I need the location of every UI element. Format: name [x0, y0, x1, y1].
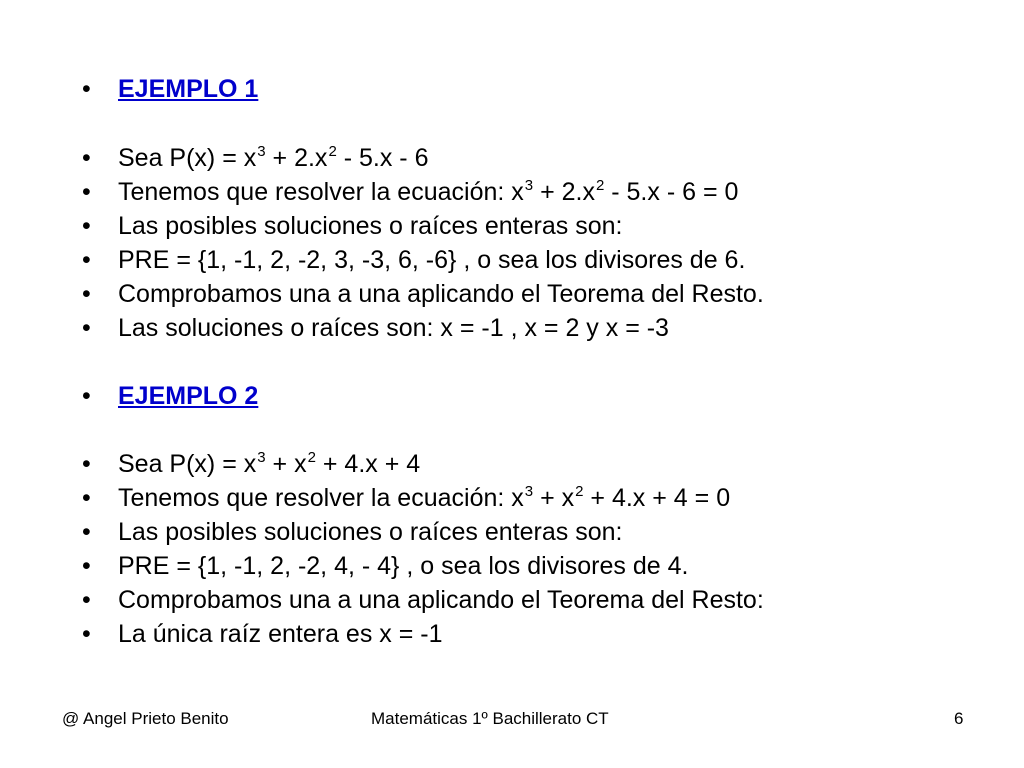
example1-equation-item: [82, 175, 738, 209]
example2-poly-mid: + x: [265, 450, 307, 478]
example1-heading-item: [82, 72, 258, 106]
bullet-icon: •: [82, 450, 91, 478]
example2-solution-text: La única raíz entera es x = -1: [118, 620, 443, 648]
bullet-icon: •: [82, 212, 91, 240]
example1-pre-text: PRE = {1, -1, 2, -2, 3, -3, 6, -6} , o sea los divisores de 6.: [118, 246, 746, 274]
example2-pre-text: PRE = {1, -1, 2, -2, 4, - 4} , o sea los divisores de 4.: [118, 552, 689, 580]
example2-polynomial-item: [82, 447, 420, 481]
bullet-icon: •: [82, 75, 91, 103]
example1-solutions-text: Las soluciones o raíces son: x = -1 , x = 2 y x = -3: [118, 314, 669, 342]
example2-poly-prefix: Sea P(x) = x: [118, 450, 257, 478]
example1-eq-suffix: - 5.x - 6 = 0: [604, 178, 739, 206]
example1-pre-item: [82, 243, 745, 277]
example1-heading: EJEMPLO 1: [118, 75, 259, 103]
example1-eq-prefix: Tenemos que resolver la ecuación: x: [118, 178, 524, 206]
example1-polynomial-item: [82, 141, 428, 175]
bullet-icon: •: [82, 178, 91, 206]
example2-equation-item: [82, 481, 730, 515]
bullet-icon: •: [82, 382, 91, 410]
example2-eq-exponent-2: 2: [575, 483, 584, 500]
bullet-icon: •: [82, 620, 91, 648]
footer-author: @ Angel Prieto Benito: [62, 709, 229, 728]
example1-poly-suffix: - 5.x - 6: [336, 144, 429, 172]
example1-eq-exponent-2: 2: [595, 177, 605, 194]
example1-possible-text: Las posibles soluciones o raíces enteras son:: [118, 212, 623, 240]
example1-poly-prefix: Sea P(x) = x: [118, 144, 257, 172]
example2-heading-item: [82, 379, 258, 413]
example2-check-text: Comprobamos una a una aplicando el Teorema del Resto:: [118, 586, 764, 614]
example1-poly-exponent-2: 2: [328, 143, 337, 160]
example1-check-text: Comprobamos una a una aplicando el Teorema del Resto.: [118, 280, 764, 308]
example2-check-item: [82, 583, 764, 617]
example2-solution-item: [82, 617, 443, 651]
example2-pre-item: [82, 549, 688, 583]
example1-possible-item: [82, 209, 622, 243]
example2-eq-prefix: Tenemos que resolver la ecuación: x: [118, 484, 524, 512]
example1-check-item: [82, 277, 764, 311]
example2-poly-suffix: + 4.x + 4: [315, 450, 421, 478]
example2-possible-item: [82, 515, 622, 549]
footer-page-number: 6: [954, 709, 964, 728]
bullet-icon: •: [82, 144, 91, 172]
bullet-icon: •: [82, 552, 91, 580]
bullet-icon: •: [82, 314, 91, 342]
example1-poly-exponent-3: 3: [257, 143, 266, 160]
bullet-icon: •: [82, 484, 91, 512]
example1-solutions-item: [82, 311, 669, 345]
bullet-icon: •: [82, 280, 91, 308]
bullet-icon: •: [82, 246, 91, 274]
example2-possible-text: Las posibles soluciones o raíces enteras son:: [118, 518, 623, 546]
example2-poly-exponent-3: 3: [257, 449, 266, 466]
example2-poly-exponent-2: 2: [307, 449, 316, 466]
bullet-icon: •: [82, 518, 91, 546]
footer-course: Matemáticas 1º Bachillerato CT: [371, 709, 609, 728]
example1-eq-exponent-3: 3: [524, 177, 534, 194]
example2-heading: EJEMPLO 2: [118, 382, 259, 410]
example2-eq-suffix: + 4.x + 4 = 0: [583, 484, 731, 512]
example1-poly-mid: + 2.x: [265, 144, 328, 172]
example2-eq-mid: + x: [533, 484, 575, 512]
example2-eq-exponent-3: 3: [524, 483, 534, 500]
example1-eq-mid: + 2.x: [533, 178, 595, 206]
bullet-icon: •: [82, 586, 91, 614]
